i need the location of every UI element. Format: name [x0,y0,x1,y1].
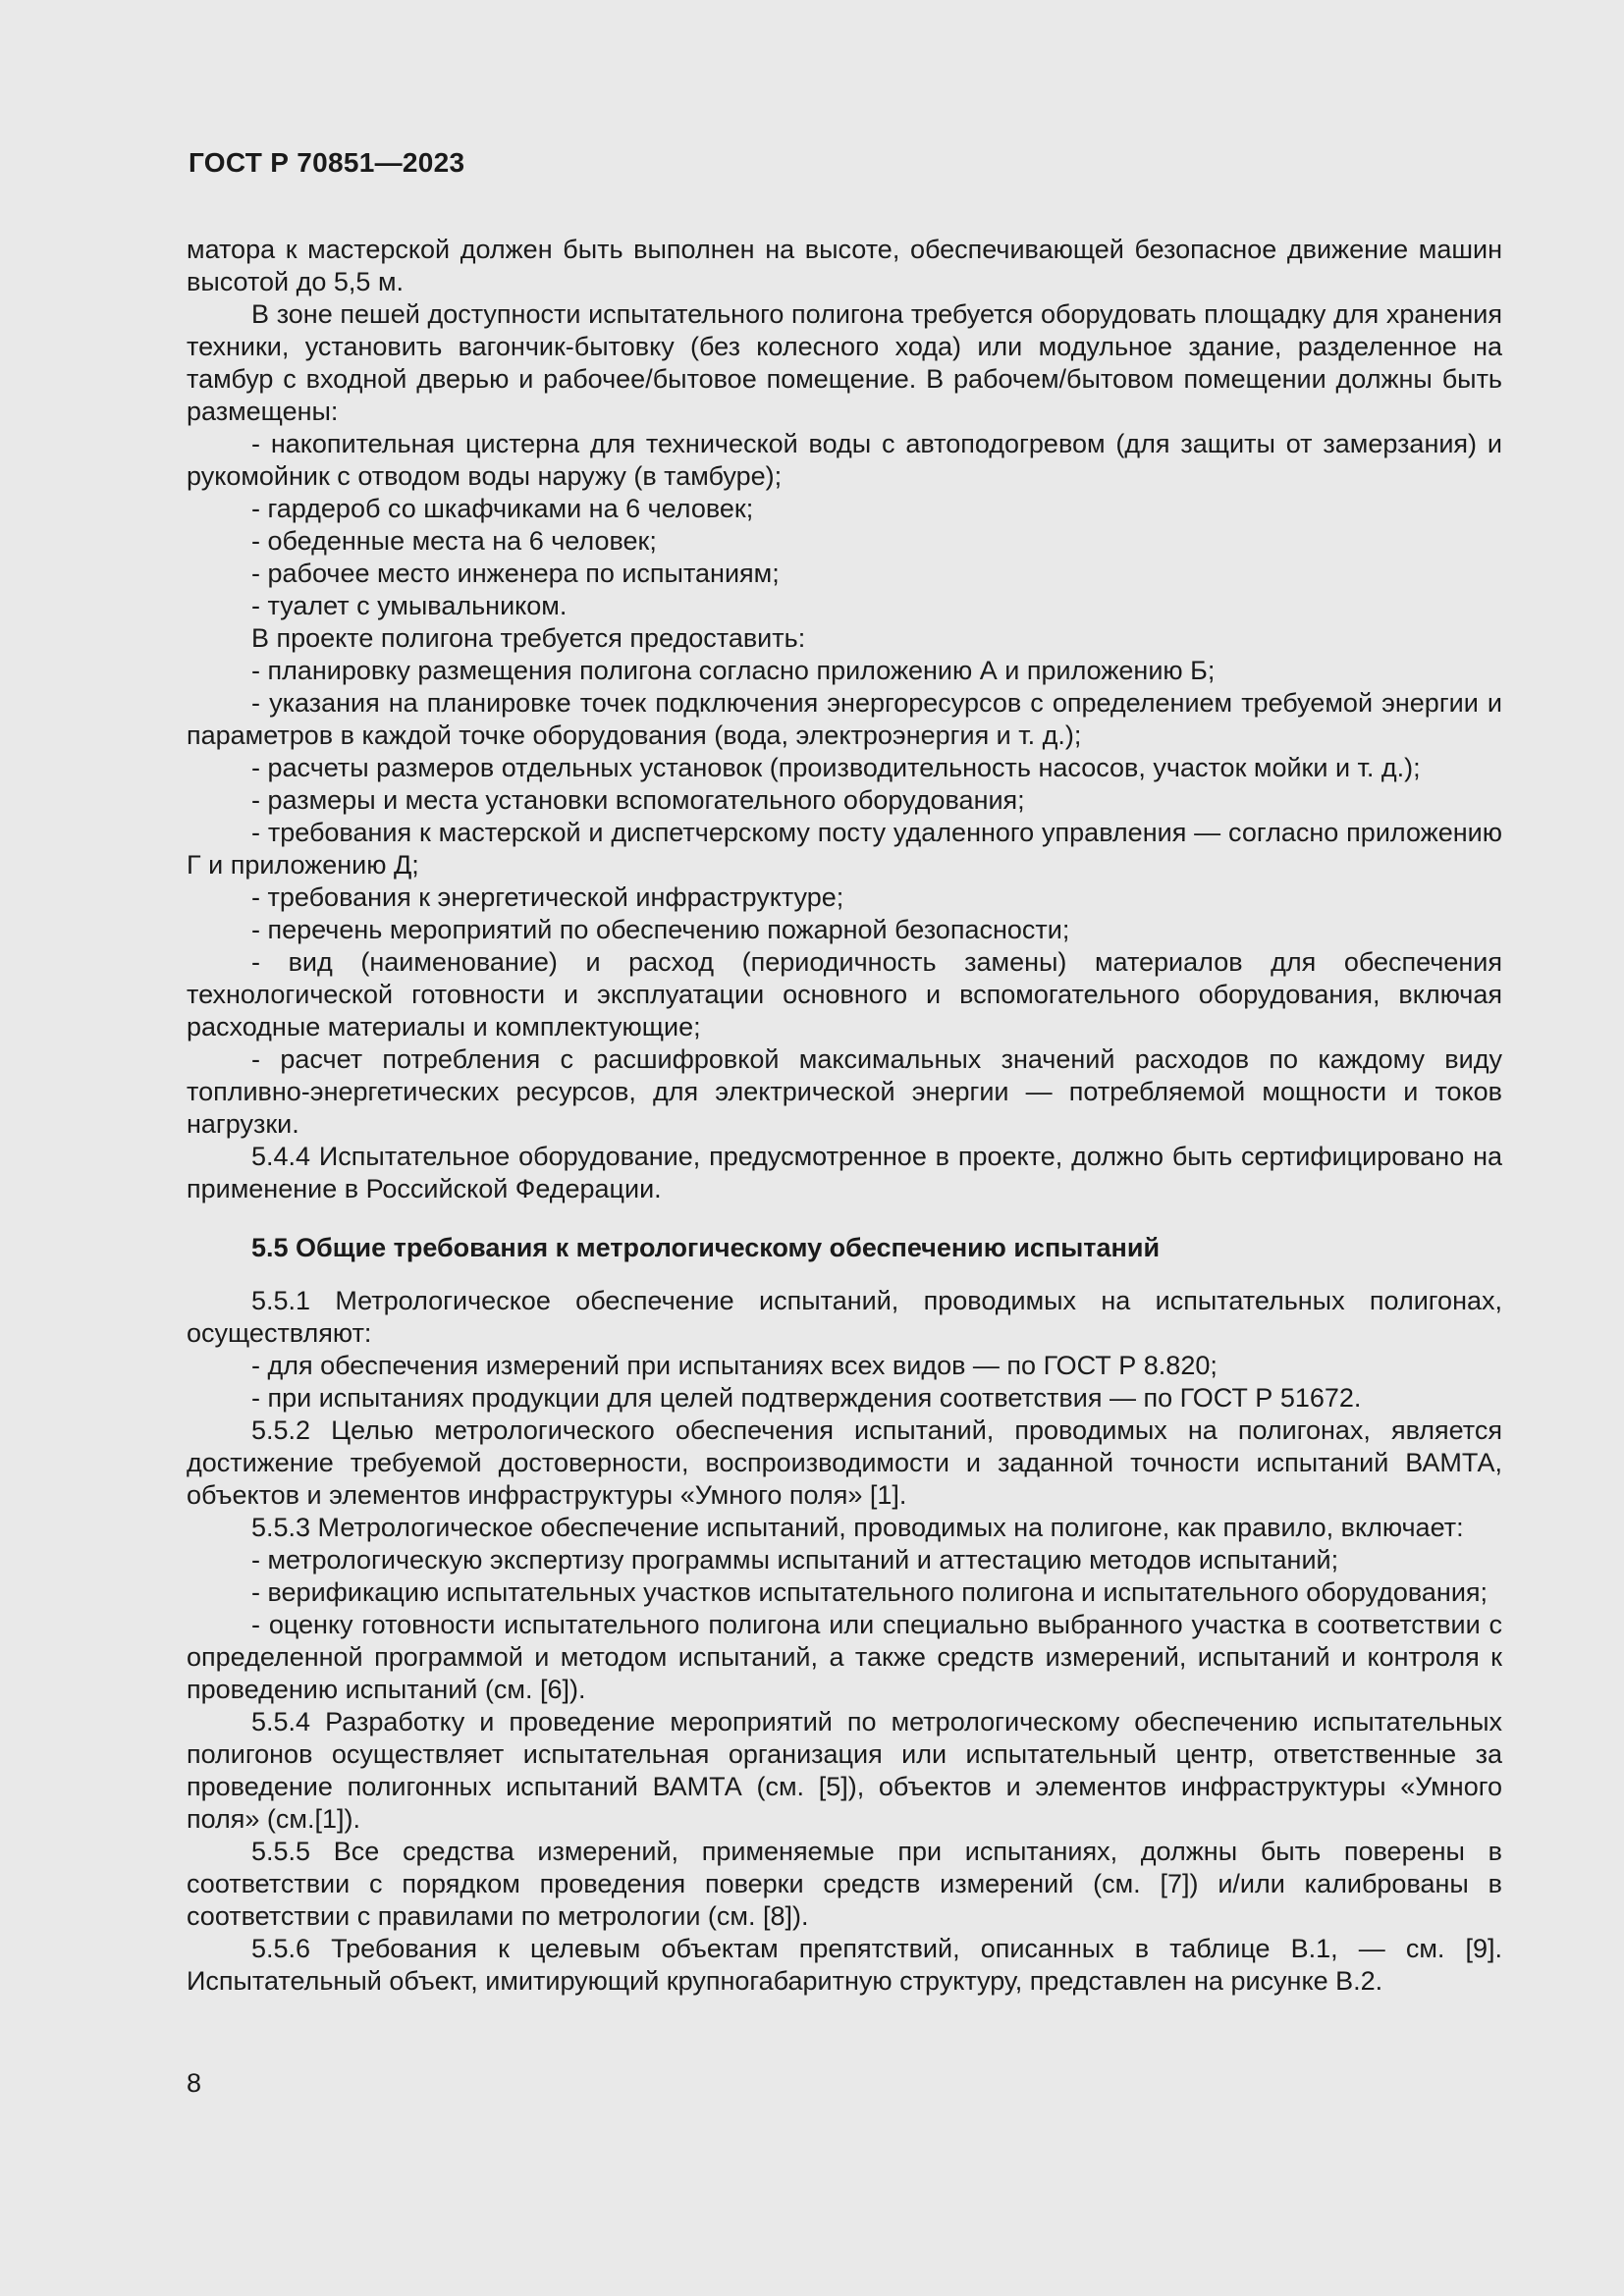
section-heading: 5.5 Общие требования к метрологическому обеспечению испытаний [251,1233,1161,1262]
list-item: - расчет потребления с расшифровкой максимальных значений расходов по каждому виду топливно-энергетических ресурсов, для электрической энергии — потребляемой мощности и токов нагрузки. [187,1044,1502,1139]
list-item: - требования к мастерской и диспетчерскому посту удаленного управления — согласно приложению Г и приложению Д; [187,818,1502,880]
list-item: - туалет с умывальником. [251,591,568,620]
body-paragraph: 5.5.6 Требования к целевым объектам препятствий, описанных в таблице В.1, — см. [9]. Испытательный объект, имитирующий крупногабаритную структуру, представлен на рисунке В.2. [187,1934,1502,1996]
body-paragraph: 5.5.5 Все средства измерений, применяемые при испытаниях, должны быть поверены в соответствии с порядком проведения поверки средств измерений (см. [7]) и/или калиброваны в соответствии с правилами по метрологии (см. [8]). [187,1837,1502,1931]
body-paragraph: 5.5.3 Метрологическое обеспечение испытаний, проводимых на полигоне, как правило, включает: [251,1513,1464,1542]
list-item: - расчеты размеров отдельных установок (производительность насосов, участок мойки и т. д.); [251,753,1421,782]
body-paragraph: 5.4.4 Испытательное оборудование, предусмотренное в проекте, должно быть сертифицировано на применение в Российской Федерации. [187,1142,1502,1203]
page-number: 8 [187,2068,202,2098]
body-paragraph: 5.5.1 Метрологическое обеспечение испытаний, проводимых на испытательных полигонах, осуществляют: [187,1286,1502,1348]
list-item: - обеденные места на 6 человек; [251,526,657,556]
list-item: - верификацию испытательных участков испытательного полигона и испытательного оборудования; [251,1577,1489,1607]
list-item: - указания на планировке точек подключения энергоресурсов с определением требуемой энергии и параметров в каждой точке оборудования (вода, электроэнергия и т. д.); [187,688,1502,750]
list-item: - накопительная цистерна для технической воды с автоподогревом (для защиты от замерзания) и рукомойник с отводом воды наружу (в тамбуре); [187,429,1502,491]
list-item: - планировку размещения полигона согласно приложению А и приложению Б; [251,656,1216,685]
list-item: - требования к энергетической инфраструктуре; [251,882,844,912]
list-item: - оценку готовности испытательного полигона или специально выбранного участка в соответствии с определенной программой и методом испытаний, а также средств измерений, испытаний и контроля к проведению испытаний (см. [6]). [187,1610,1502,1704]
body-paragraph: 5.5.2 Целью метрологического обеспечения испытаний, проводимых на полигонах, является достижение требуемой достоверности, воспроизводимости и заданной точности испытаний ВАМТА, объектов и элементов инфраструктуры «Умного поля» [1]. [187,1415,1502,1510]
body-paragraph: матора к мастерской должен быть выполнен на высоте, обеспечивающей безопасное движение машин высотой до 5,5 м. [187,235,1502,296]
list-item: - перечень мероприятий по обеспечению пожарной безопасности; [251,915,1070,944]
list-item: - метрологическую экспертизу программы испытаний и аттестацию методов испытаний; [251,1545,1339,1575]
list-item: - для обеспечения измерений при испытаниях всех видов — по ГОСТ Р 8.820; [251,1351,1218,1380]
list-item: - при испытаниях продукции для целей подтверждения соответствия — по ГОСТ Р 51672. [251,1383,1362,1413]
body-paragraph: В проекте полигона требуется предоставить: [251,623,806,653]
list-item: - размеры и места установки вспомогательного оборудования; [251,785,1025,815]
body-paragraph: В зоне пешей доступности испытательного полигона требуется оборудовать площадку для хранения техники, установить вагончик-бытовку (без колесного хода) или модульное здание, разделенное на тамбур с входной дверью и рабочее/бытовое помещение. В рабочем/бытовом помещении должны быть размещены: [187,299,1502,426]
list-item: - гардероб со шкафчиками на 6 человек; [251,494,754,523]
page-content [187,234,1502,1998]
running-header: ГОСТ Р 70851—2023 [189,147,465,178]
body-paragraph: 5.5.4 Разработку и проведение мероприятий по метрологическому обеспечению испытательных полигонов осуществляет испытательная организация или испытательный центр, ответственные за проведение полигонных испытаний ВАМТА (см. [5]), объектов и элементов инфраструктуры «Умного поля» (см.[1]). [187,1707,1502,1834]
list-item: - вид (наименование) и расход (периодичность замены) материалов для обеспечения технологической готовности и эксплуатации основного и вспомогательного оборудования, включая расходные материалы и комплектующие; [187,947,1502,1041]
list-item: - рабочее место инженера по испытаниям; [251,559,780,588]
